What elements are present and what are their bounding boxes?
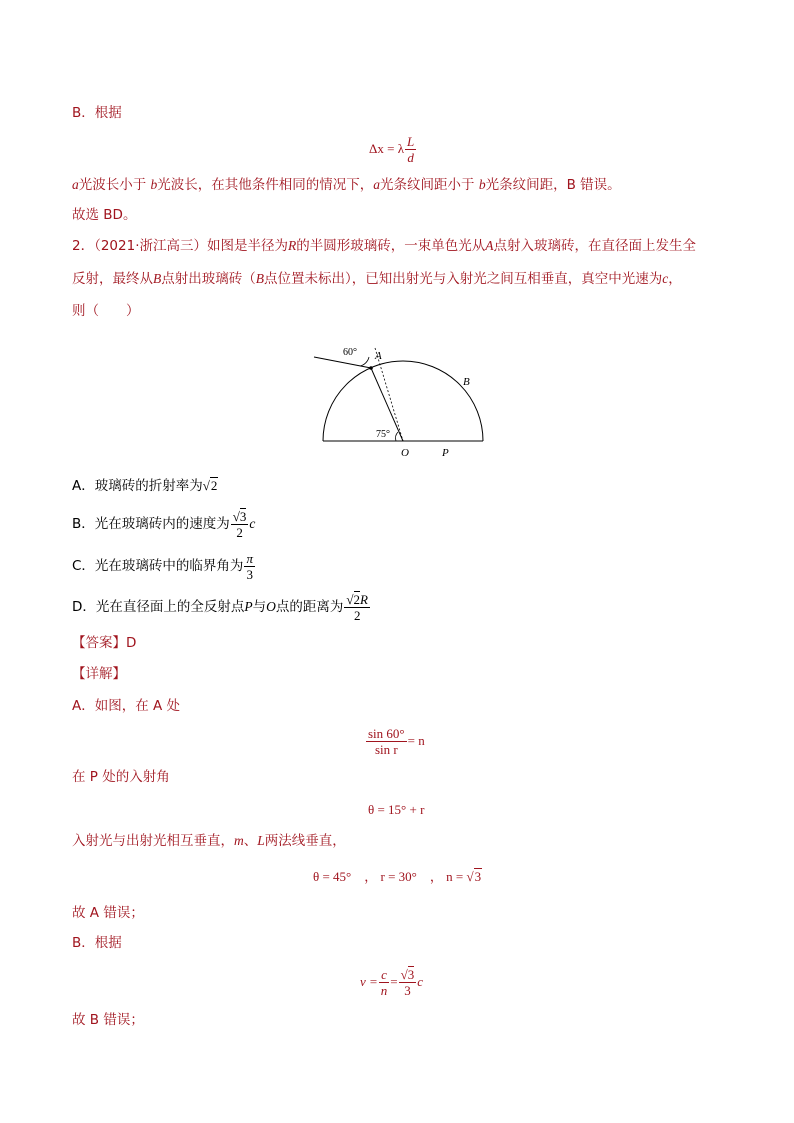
eq1-num: sin 60° (368, 725, 405, 741)
var-a: a (373, 177, 381, 192)
var-R: R (288, 238, 297, 253)
solution-b-wrong: 故 B 错误； (72, 1012, 144, 1028)
option-a (72, 477, 218, 495)
option-c-fraction (244, 551, 255, 582)
perp-text: 入射光与出射光相互垂直， (72, 833, 234, 849)
q-text: 的半圆形玻璃砖，一束单色光从 (296, 238, 486, 254)
question-line-3: 则（ ） (72, 303, 140, 319)
sqrt-2: √2 (202, 478, 218, 493)
sqrt-value: 2 (210, 478, 218, 493)
eq4-v: v = (360, 974, 378, 989)
eq4-fraction-1 (379, 967, 390, 998)
prev-option-b-label: B．根据 (72, 105, 122, 121)
option-b-fraction (231, 509, 249, 540)
var-a: a (72, 177, 79, 192)
var-m: m (234, 833, 244, 848)
q-text: 点射出玻璃砖（ (161, 271, 256, 287)
eq1-fraction (366, 726, 407, 757)
solution-perp-text (72, 832, 346, 850)
question-line-2 (72, 270, 682, 288)
angle-75-arc (396, 432, 398, 441)
solution-eq-4 (360, 962, 423, 1002)
eq4-num: c (381, 966, 387, 982)
option-d-text: 与 (252, 599, 267, 615)
q-text: 2．（2021·浙江高三）如图是半径为 (72, 238, 288, 254)
var-c: c (249, 516, 256, 531)
solution-p-text: 在 P 处的入射角 (72, 769, 170, 785)
option-d-num: √2R (346, 591, 368, 607)
q-text: 反射，最终从 (72, 271, 153, 287)
var-O: O (266, 599, 276, 614)
var-b: b (150, 177, 158, 192)
eq4-num-2: √3 (400, 966, 415, 982)
prev-expl-text: 光条纹间距，B 错误。 (485, 177, 621, 193)
point-A-dot (369, 366, 373, 370)
semicircle-diagram (300, 330, 500, 460)
option-b-text: B．光在玻璃砖内的速度为 (72, 516, 230, 532)
sqrt-value: 3 (407, 966, 415, 982)
var-P: P (244, 599, 253, 614)
eq3-n: n = (446, 869, 464, 884)
solution-eq-3 (313, 868, 482, 886)
answer-label: 【答案】D (72, 635, 137, 651)
sqrt-value: 3 (474, 869, 482, 884)
option-c-num: π (246, 550, 253, 566)
solution-eq-2: θ = 15° + r (368, 802, 425, 817)
q-text: ， (668, 271, 682, 287)
sqrt-value: 3 (239, 508, 247, 524)
label-O: O (401, 447, 409, 459)
var-B: B (153, 271, 162, 286)
prev-formula-fraction (405, 134, 416, 165)
eq4-den: n (380, 982, 388, 998)
label-75: 75° (376, 429, 390, 440)
var-c: c (417, 974, 424, 989)
prev-explanation (72, 176, 621, 194)
label-B: B (463, 376, 470, 388)
option-d-fraction (344, 592, 370, 623)
perp-text: 两法线垂直， (264, 833, 346, 849)
eq3-sqrt: √3 (466, 869, 482, 884)
option-d-den: 2 (353, 607, 361, 623)
question-line-1 (72, 237, 696, 255)
detail-label: 【详解】 (72, 666, 126, 682)
option-b-den: 2 (236, 524, 243, 540)
var-R: R (360, 591, 368, 607)
q-text: 点射入玻璃砖，在直径面上发生全 (493, 238, 696, 254)
prev-expl-text: 光波长小于 (78, 177, 147, 193)
eq3-r: r = 30° ， (380, 869, 443, 884)
var-c: c (662, 271, 669, 286)
option-b (72, 504, 255, 544)
option-c (72, 548, 256, 584)
var-A: A (485, 238, 494, 253)
solution-b-intro: B．根据 (72, 935, 122, 951)
option-d-text: 点的距离为 (275, 599, 344, 615)
perp-sep: 、 (243, 833, 258, 849)
angle-60-arc (360, 357, 369, 366)
incident-ray (314, 357, 371, 368)
eq3-theta: θ = 45° ， (313, 869, 378, 884)
prev-formula-den: d (407, 149, 414, 165)
option-d-text: D．光在直径面上的全反射点 (72, 599, 245, 615)
prev-conclusion: 故选 BD。 (72, 207, 137, 223)
solution-eq-1 (365, 722, 425, 760)
label-P: P (442, 447, 449, 459)
eq1-rhs: = n (407, 733, 425, 748)
label-A: A (375, 350, 382, 362)
var-B: B (255, 271, 264, 286)
eq4-fraction-2 (399, 967, 417, 998)
prev-formula-num: L (407, 133, 415, 149)
eq4-equals: = (390, 974, 398, 989)
semicircle-arc (323, 361, 483, 441)
option-a-text: A．玻璃砖的折射率为 (72, 478, 203, 494)
var-b: b (478, 177, 486, 192)
option-c-text: C．光在玻璃砖中的临界角为 (72, 558, 244, 574)
prev-formula-lhs: Δx = λ (369, 141, 404, 156)
var-L: L (257, 833, 265, 848)
eq4-den-2: 3 (404, 982, 411, 998)
sqrt-value: 2 (353, 591, 361, 607)
prev-expl-text: 光波长，在其他条件相同的情况下， (157, 177, 374, 193)
eq1-den: sin r (374, 741, 398, 757)
prev-formula (369, 132, 417, 166)
option-b-num: √3 (232, 508, 247, 524)
option-c-den: 3 (246, 566, 253, 582)
option-d (72, 588, 371, 626)
label-60: 60° (343, 347, 357, 358)
solution-a-intro: A．如图，在 A 处 (72, 698, 181, 714)
solution-a-wrong: 故 A 错误； (72, 905, 144, 921)
prev-expl-text: 光条纹间距小于 (380, 177, 475, 193)
q-text: 点位置未标出），已知出射光与入射光之间互相垂直，真空中光速为 (264, 271, 663, 287)
